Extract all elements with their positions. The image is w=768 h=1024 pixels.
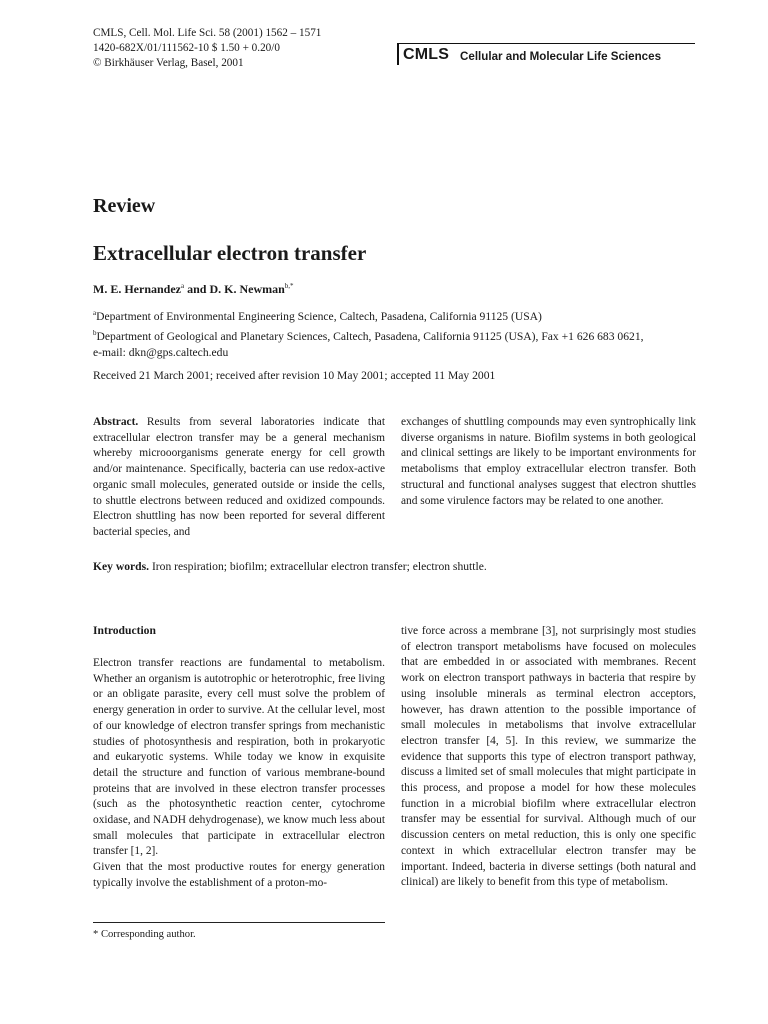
introduction-right-column: [401, 624, 696, 891]
logo-vertical-rule: [397, 43, 399, 65]
abstract-paragraph: [93, 415, 385, 541]
journal-logo: [397, 43, 695, 65]
footnote: * Corresponding author.: [93, 929, 196, 940]
author-name: and D. K. Newman: [184, 282, 285, 296]
author-affil-mark: a: [181, 282, 185, 290]
journal-abbreviation: CMLS: [403, 46, 450, 63]
logo-horizontal-rule: [397, 43, 695, 44]
body-paragraph: tive force across a membrane [3], not surprisingly most studies of electron transport metabolisms have focused on molecules that are embedded in or associated with membranes. Recent work on electron transport pathways in bacteria that respire by using insoluble minerals as terminal electron acceptors, however, has drawn attention to the possible importance of small molecules in metabolisms that involve extracellular electron transfer [4, 5]. In this review, we summarize the evidence that supports this type of electron transport pathway, discuss a limited set of small molecules that might participate in this process, and propose a model for how these molecules function in a microbial biofilm where extracellular electron transfer may be essential for survival. Although much of our discussion centers on metal reduction, this is only one specific context in which extracellular electron transfer may be important. Indeed, bacteria in diverse settings (both natural and clinical) are likely to benefit from this type of metabolism.: [401, 625, 696, 889]
body-paragraph: Given that the most productive routes for energy generation typically involve the establishment of a proton-mo-: [93, 861, 385, 889]
journal-name: Cellular and Molecular Life Sciences: [460, 50, 662, 63]
abstract-right-column: [401, 415, 696, 509]
received-dates: Received 21 March 2001; received after revision 10 May 2001; accepted 11 May 2001: [93, 369, 496, 382]
issn-line: 1420-682X/01/111562-10 $ 1.50 + 0.20/0: [93, 42, 280, 54]
affiliation-a: [93, 305, 703, 325]
affiliation-text: Department of Environmental Engineering Science, Caltech, Pasadena, California 91125 (USA): [96, 309, 542, 323]
copyright-line: © Birkhäuser Verlag, Basel, 2001: [93, 57, 244, 69]
email-line: e-mail: dkn@gps.caltech.edu: [93, 345, 229, 359]
introduction-heading: Introduction: [93, 624, 156, 637]
abstract-text: Results from several laboratories indicate that extracellular electron transfer may be a general mechanism whereby microoorganisms generate energy for cell growth and/or maintenance. Specifically, bacteria can use redox-active organic small molecules, generated outside or inside the cells, to shuttle electrons between reduced and oxidized compounds. Electron shuttling has now been reported for several different bacterial species, and: [93, 416, 385, 538]
citation-line: CMLS, Cell. Mol. Life Sci. 58 (2001) 1562 – 1571: [93, 27, 322, 39]
affiliations: [93, 305, 703, 361]
author-name: M. E. Hernandez: [93, 282, 181, 296]
introduction-left-column: [93, 656, 385, 892]
abstract-text: exchanges of shuttling compounds may even syntrophically link diverse organisms in nature. Biofilm systems in both geological and clinical settings are likely to be important environments for metabolisms that employ extracellular electron transfer. Both structural and functional analyses suggest that electron shuttles and some virulence factors may be related to one another.: [401, 416, 696, 507]
affil-mark: a: [93, 309, 97, 317]
section-label: Review: [93, 195, 156, 217]
keywords-text: Iron respiration; biofilm; extracellular electron transfer; electron shuttle.: [149, 560, 487, 573]
article-title: Extracellular electron transfer: [93, 241, 367, 265]
body-paragraph: Electron transfer reactions are fundamental to metabolism. Whether an organism is autotrophic or heterotrophic, free living or an obligate parasite, every cell must solve the problem of energy generation in order to survive. At the cellular level, most of our knowledge of electron transfer springs from mechanistic studies of photosynthesis and respiration, both in prokaryotic and eukaryotic systems. While today we know in exquisite detail the structure and function of various membrane-bound proteins that are involved in these electron transfer processes (such as the photosynthetic reaction center, cytochrome oxidase, and NADH dehydrogenase), we know much less about small molecules that participate in extracellular electron transfer [1, 2].: [93, 657, 385, 858]
footnote-divider: [93, 922, 385, 923]
affiliation-text: Department of Geological and Planetary Sciences, Caltech, Pasadena, California 91125 (USA), Fax +1 626 683 0621,: [96, 329, 644, 343]
abstract-left-column: [93, 415, 385, 541]
abstract-label: Abstract.: [93, 416, 139, 428]
affil-mark: b: [93, 328, 97, 337]
author-affil-mark: b,*: [284, 282, 294, 290]
citation-block: [93, 26, 321, 71]
keywords-line: [93, 560, 487, 573]
keywords-label: Key words.: [93, 560, 150, 573]
affiliation-b: [93, 325, 703, 345]
author-line: [93, 282, 294, 297]
